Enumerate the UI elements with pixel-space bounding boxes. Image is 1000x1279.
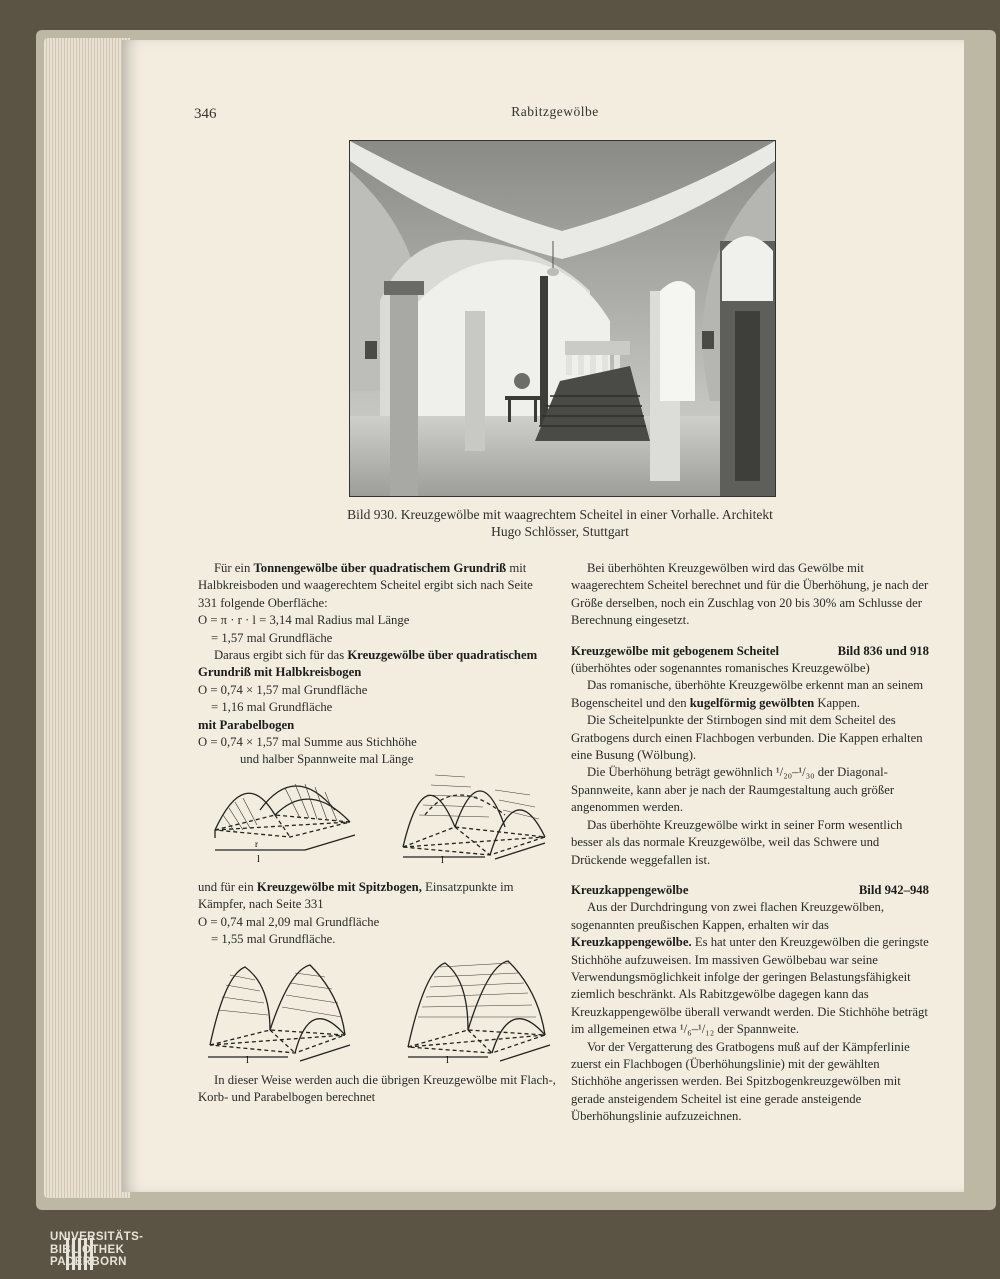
paragraph-durchdringung	[571, 899, 929, 1038]
paragraph-uebrige: In dieser Weise werden auch die übrigen Kreuzgewölbe mit Flach-, Korb- und Parabelbogen berechnet	[198, 1073, 556, 1105]
right-column	[571, 560, 929, 1126]
text: Das romanische, überhöhte Kreuzgewölbe erkennt man an seinem Bogenscheitel und den	[571, 678, 924, 710]
photo-illustration	[350, 141, 775, 496]
paragraph-ueberhoehung	[571, 764, 929, 816]
paragraph-tonnengewoelbe	[198, 560, 554, 612]
left-column-upper	[198, 560, 554, 769]
equation-1: O = π · r · l = 3,14 mal Radius mal Länge	[198, 613, 410, 628]
library-line-2: BIBLIOTHEK	[50, 1243, 125, 1256]
text: der Spannweite.	[714, 1022, 800, 1037]
subheading-parabelbogen	[198, 717, 554, 734]
label-r: r	[255, 839, 258, 849]
heading-text: Kreuzkappengewölbe	[571, 882, 689, 897]
figure-reference: Bild 942–948	[858, 882, 929, 897]
bold-term: Kreuzgewölbe über quadratischem Grundriß mit Halbkreisbogen	[198, 648, 538, 680]
caption-line-2: Hugo Schlösser, Stuttgart	[491, 524, 629, 539]
label-l: l	[246, 1055, 249, 1065]
bold-term: kugelförmig gewölbten	[689, 695, 815, 710]
library-line-3: PADERBORN	[50, 1256, 127, 1268]
paragraph-romanisch	[571, 677, 929, 712]
heading-kreuzkappengewoelbe	[571, 882, 929, 899]
heading-text: Kreuzgewölbe mit gebogenem Scheitel	[571, 643, 780, 658]
diagram-halbkreis-vault	[205, 770, 365, 865]
paragraph-scheitelpunkte: Die Scheitelpunkte der Stirnbogen sind mit dem Scheitel des Gratbogens durch einen Flachbogen verbunden. Die Kappen erhalten eine Busung (Wölbung).	[571, 713, 923, 763]
text: Die Überhöhung beträgt gewöhnlich	[587, 765, 776, 780]
page-number: 346	[194, 106, 217, 122]
paragraph-spitzbogen	[198, 879, 554, 914]
text: Einsatzpunkte im Kämpfer, nach Seite 331	[198, 880, 514, 912]
equation-5: O = 0,74 × 1,57 mal Summe aus Stichhöhe	[198, 735, 417, 750]
paragraph-vergatterung: Vor der Vergatterung des Gratbogens muß auf der Kämpferlinie zuerst ein Flachbogen (Überhöhungslinie) mit der gewählten Stichhöhe angerissen werden. Bei Spitzbogenkreuzgewölben mit gerade ansteigendem Scheitel ist eine gerade ansteigende Überhöhungslinie aufzuzeichnen.	[571, 1039, 910, 1124]
left-column-bottom	[198, 1072, 558, 1107]
paragraph-wirkung: Das überhöhte Kreuzgewölbe wirkt in seiner Form wesentlich besser als das normale Kreuzgewölbe, weil das Schwere und Drückende weggefallen ist.	[571, 817, 903, 867]
text: der Diagonal-Spannweite, kann aber je nach der Raumgestaltung auch größer angenommen werden.	[571, 765, 895, 815]
library-line-1: UNIVERSITÄTS-	[50, 1231, 144, 1243]
heading-subtitle: (überhöhtes oder sogenanntes romanisches Kreuzgewölbe)	[571, 661, 870, 676]
diagram-parabel-vault	[395, 755, 560, 865]
text: Kappen.	[814, 695, 860, 710]
bold-term: Tonnengewölbe über quadratischem Grundriß	[253, 561, 507, 575]
bold-term: Kreuzgewölbe mit Spitzbogen,	[256, 880, 422, 894]
heading-gebogener-scheitel	[571, 643, 929, 660]
text: Es hat unter den Kreuzgewölben die geringste Stichhöhe aufzuweisen. Im massiven Gewölbebau war seine Verwendungsmöglichkeit infolge der geringen Belastungsfähigkeit ziemlich beschränkt. Als Rabitzgewölbe dagegen kann das Kreuzkappengewölbe überall verwandt werden. Die Stichhöhe beträgt im allgemeinen etwa	[571, 935, 929, 1037]
vault-hall-photo	[349, 140, 776, 497]
running-head: Rabitzgewölbe	[511, 104, 599, 119]
bold-term: Kreuzkappengewölbe.	[571, 935, 692, 950]
library-name	[50, 1231, 143, 1269]
page-edges	[44, 38, 130, 1198]
left-column-middle	[198, 879, 554, 949]
fraction: ¹/₆–¹/₁₂	[679, 1022, 715, 1037]
equation-3: O = 0,74 × 1,57 mal Grundfläche	[198, 682, 368, 697]
equation-4: = 1,16 mal Grundfläche	[211, 700, 333, 715]
fraction: ¹/₂₀–¹/₃₀	[775, 765, 815, 780]
text: Daraus ergibt sich für das	[214, 648, 348, 663]
label-l: l	[446, 1055, 449, 1065]
diagram-spitzbogen-vault-1	[200, 955, 365, 1065]
equation-6: und halber Spannweite mal Länge	[240, 752, 414, 767]
equation-2: = 1,57 mal Grundfläche	[211, 630, 333, 645]
label-l: l	[257, 854, 260, 865]
bold-term: mit Parabelbogen	[198, 717, 295, 732]
label-l: l	[441, 855, 444, 865]
diagram-spitzbogen-vault-2	[400, 955, 565, 1065]
equation-8: = 1,55 mal Grundfläche.	[211, 932, 336, 947]
figure-reference: Bild 836 und 918	[837, 643, 929, 658]
text: und für ein	[198, 880, 257, 894]
text: Aus der Durchdringung von zwei flachen Kreuzgewölben, sogenannten preußischen Kappen, erhalten wir das	[571, 900, 884, 932]
equation-7: O = 0,74 mal 2,09 mal Grundfläche	[198, 914, 380, 929]
caption-line-1: Bild 930. Kreuzgewölbe mit waagrechtem Scheitel in einer Vorhalle. Architekt	[347, 507, 773, 522]
paragraph-halbkreisbogen	[198, 647, 554, 682]
text: mit Halbkreisboden und waagerechtem Scheitel ergibt sich nach Seite 331 folgende Oberfläche:	[198, 561, 533, 610]
paragraph-ueberhoeht: Bei überhöhten Kreuzgewölben wird das Gewölbe mit waagerechtem Scheitel berechnet und für die Überhöhung, je nach der Größe derselben, noch ein Zuschlag von 20 bis 30% am Schlusse der Berechnung eingesetzt.	[571, 561, 929, 628]
text: Für ein	[214, 561, 254, 575]
figure-caption	[300, 506, 820, 540]
